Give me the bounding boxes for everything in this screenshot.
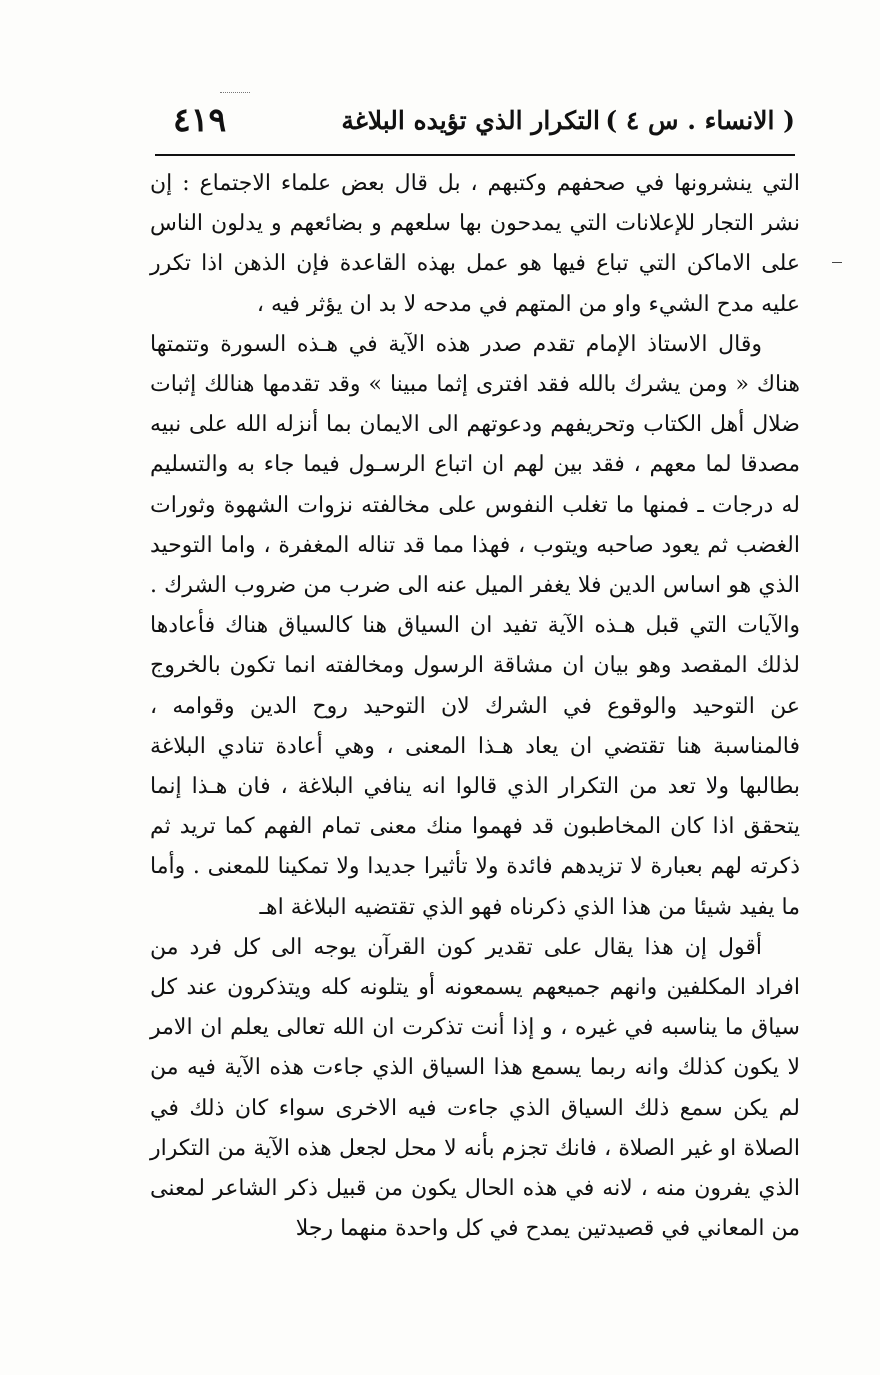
paragraph-imam-quote: وقال الاستاذ الإمام تقدم صدر هذه الآية في هـذه السورة وتتمتها هناك « ومن يشرك بالله فقد افترى إثما مبينا » وقد تقدمها هنالك إثبات ضلال أهل الكتاب وتحريفهم ودعوتهم الى الايمان بما أنزله الله على نبيه مصدقا لما معهم ، فقد بين لهم ان اتباع الرسـول فيما جاء به والتسليم له درجات ـ فمنها ما تغلب النفوس على مخالفته نزوات الشهوة وثورات الغضب ثم يعود صاحبه ويتوب ، فهذا مما قد تناله المغفرة ، واما التوحيد الذي هو اساس الدين فلا يغفر الميل عنه الى ضرب من ضروب الشرك . والآيات التي قبل هـذه الآية تفيد ان السياق هنا كالسياق هناك فأعادها لذلك المقصد وهو بيان ان مشاقة الرسول ومخالفته انما تكون بالخروج عن التوحيد والوقوع في الشرك لان التوحيد روح الدين وقوامه ، فالمناسبة هنا تقتضي ان يعاد هـذا المعنى ، وهي أعادة تنادي البلاغة بطالبها ولا تعد من التكرار الذي قالوا انه ينافي البلاغة ، فان هـذا إنما يتحقق اذا كان المخاطبون قد فهموا منك معنى تمام الفهم كما تريد ثم ذكرته لهم بعبارة لا تزيدهم فائدة ولا تأثيرا جديدا ولا تمكينا للمعنى . وأما ما يفيد شيئا من هذا الذي ذكرناه فهو الذي تقتضيه البلاغة اهـ: [150, 331, 800, 920]
paragraph-author-comment: أقول إن هذا يقال على تقدير كون القرآن يوجه الى كل فرد من افراد المكلفين وانهم جميعهم يسمعونه أو يتلونه كله ويتذكرون عند كل سياق ما يناسبه في غيره ، و إذا أنت تذكرت ان الله تعالى يعلم ان الامر لا يكون كذلك وانه ربما يسمع هذا السياق الذي جاءت هذه الآية فيه من لم يكن سمع ذلك السياق الذي جاءت فيه الاخرى سواء كان ذلك في الصلاة او غير الصلاة ، فانك تجزم بأنه لا محل لجعل هذه الآية من التكرار الذي يفرون منه ، لانه في هذه الحال يكون من قبيل ذكر الشاعر لمعنى من المعاني في قصيدتين يمدح في كل واحدة منهما رجلا: [150, 934, 800, 1242]
page-number: ٤١٩: [173, 100, 227, 139]
paragraph-continuation: التي ينشرونها في صحفهم وكتبهم ، بل قال بعض علماء الاجتماع : إن نشر التجار للإعلانات التي يمدحون بها سلعهم و بضائعهم و يدلون الناس على الاماكن التي تباع فيها هو عمل بهذه القاعدة فإن الذهن اذا تكرر عليه مدح الشيء واو من المتهم في مدحه لا بد ان يؤثر فيه ،: [150, 171, 800, 317]
header-title: التكرار الذي تؤيده البلاغة: [341, 106, 600, 135]
header-rule: [155, 154, 795, 156]
page-header: [155, 100, 795, 148]
header-section-label: ( الانساء . س ٤ ): [605, 106, 795, 135]
body-text: [150, 164, 800, 1249]
margin-mark: [832, 262, 842, 263]
print-speck: [220, 92, 250, 96]
